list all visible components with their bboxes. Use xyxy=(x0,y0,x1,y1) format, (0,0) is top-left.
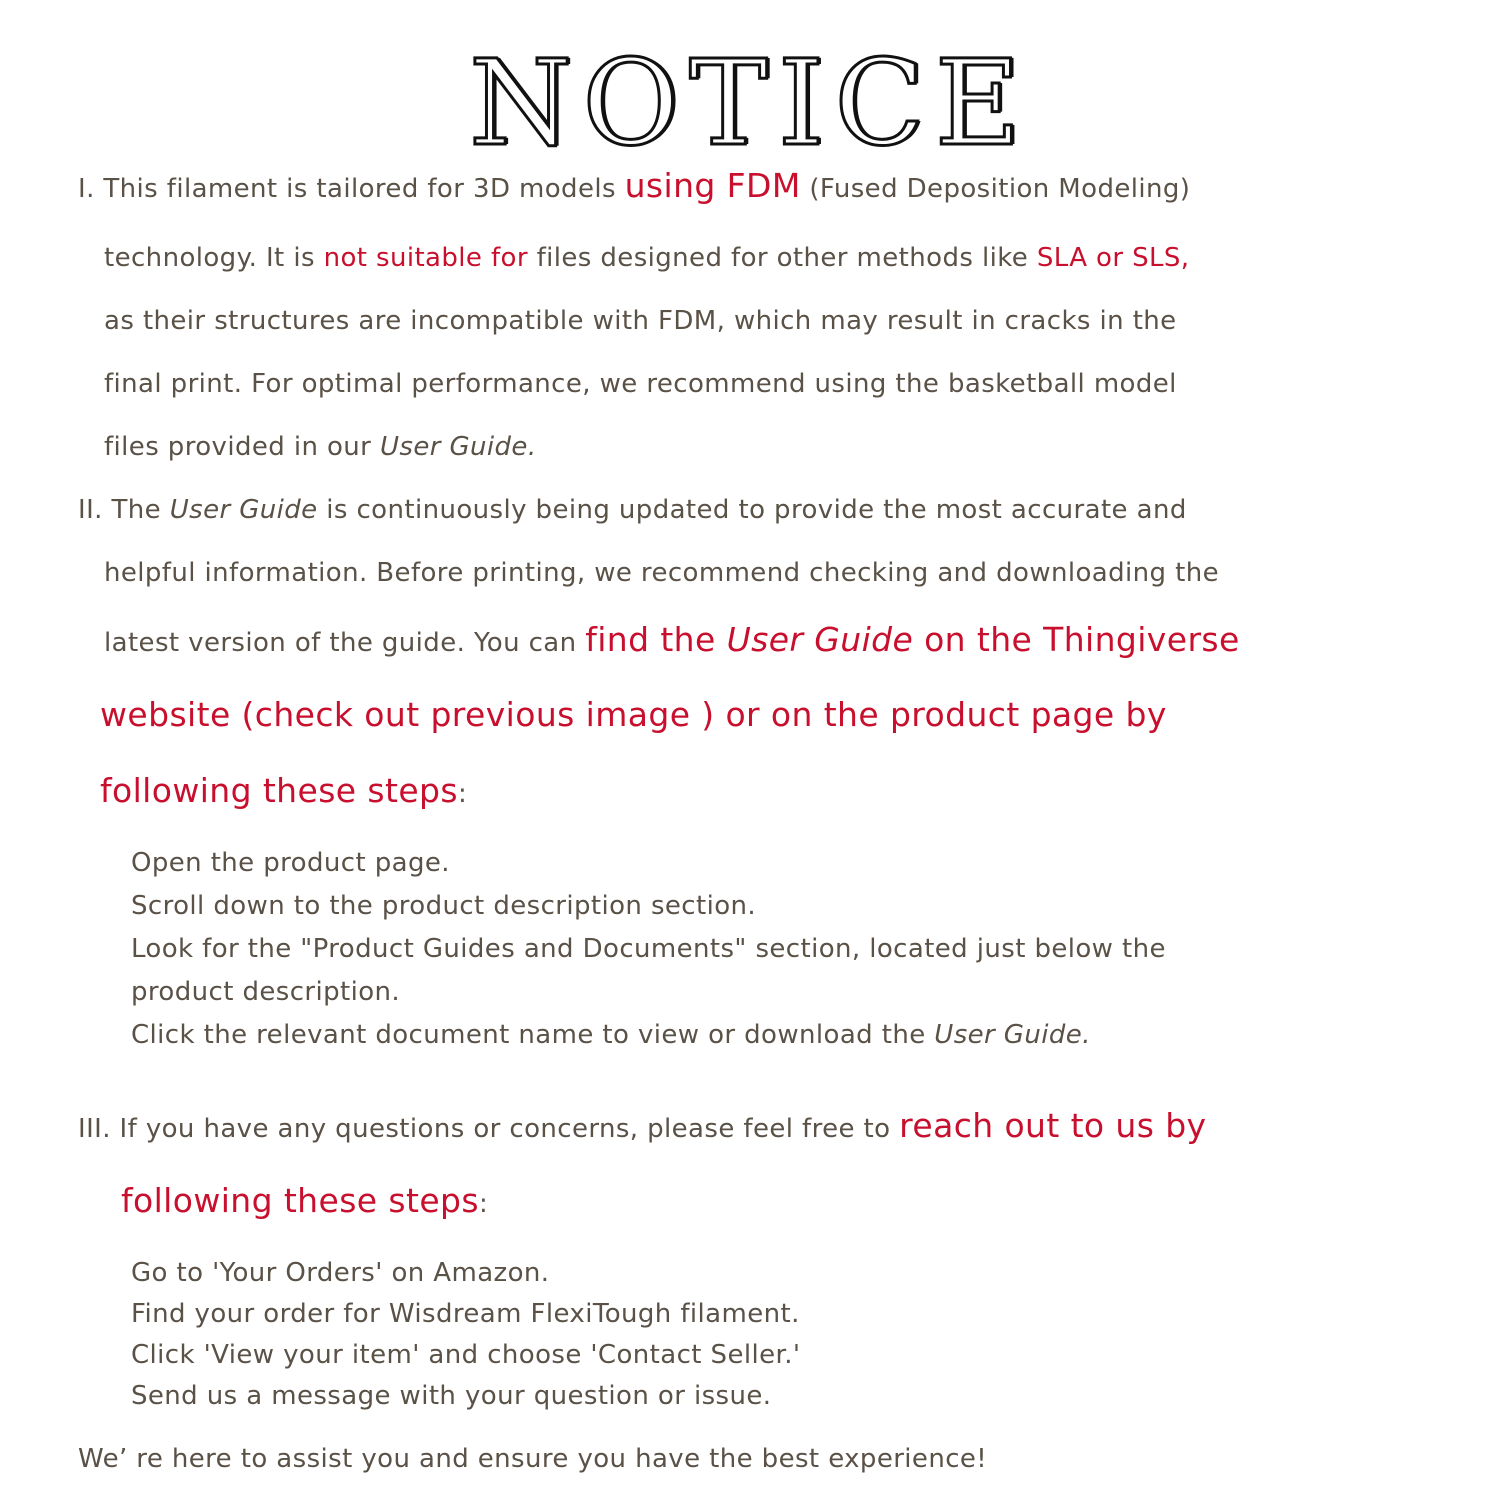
section-2-line-4: website (check out previous image ) or on the product page by xyxy=(100,695,1167,734)
highlight-find: find the xyxy=(585,620,727,659)
section-1-line-1 xyxy=(78,168,1190,207)
page-title: NOTICE xyxy=(469,34,1031,172)
text: I. This filament is tailored for 3D models xyxy=(78,174,625,204)
text: II. The xyxy=(78,495,170,525)
step-item: Look for the "Product Guides and Documents" section, located just below the xyxy=(131,934,1166,964)
step-item: Send us a message with your question or issue. xyxy=(131,1381,772,1411)
user-guide-ref: User Guide. xyxy=(379,432,537,462)
section-3-line-1 xyxy=(78,1108,1206,1147)
step-item: Go to 'Your Orders' on Amazon. xyxy=(131,1258,550,1288)
section-2-line-3 xyxy=(104,622,1240,661)
user-guide-ref: User Guide xyxy=(169,495,318,525)
text: (Fused Deposition Modeling) xyxy=(800,174,1191,204)
step-item: product description. xyxy=(131,977,401,1007)
user-guide-ref: User Guide. xyxy=(934,1020,1091,1050)
section-2-line-2: helpful information. Before printing, we recommend checking and downloading the xyxy=(104,558,1219,588)
highlight-following-steps: following these steps xyxy=(100,771,458,810)
step-item: Find your order for Wisdream FlexiTough filament. xyxy=(131,1299,800,1329)
step-item: Scroll down to the product description section. xyxy=(131,891,757,921)
highlight-user-guide: User Guide xyxy=(726,620,914,659)
step-item xyxy=(131,1017,1091,1053)
section-1-line-2 xyxy=(104,240,1189,276)
text: files provided in our xyxy=(104,432,380,462)
section-1-line-5 xyxy=(104,429,536,465)
section-2-line-1 xyxy=(78,492,1187,528)
highlight-sla-sls: SLA or SLS, xyxy=(1036,243,1190,273)
section-3-line-2 xyxy=(121,1183,488,1222)
section-1-line-3: as their structures are incompatible with FDM, which may result in cracks in the xyxy=(104,306,1177,336)
highlight-thingiverse: on the Thingiverse xyxy=(913,620,1240,659)
text: latest version of the guide. You can xyxy=(104,628,586,658)
section-2-line-5 xyxy=(100,773,467,812)
text: is continuously being updated to provide the most accurate and xyxy=(317,495,1187,525)
text: Click the relevant document name to view or download the xyxy=(131,1020,935,1050)
text: technology. It is xyxy=(104,243,324,273)
step-item: Click 'View your item' and choose 'Contact Seller.' xyxy=(131,1340,801,1370)
highlight-fdm: using FDM xyxy=(624,166,801,205)
text: files designed for other methods like xyxy=(527,243,1037,273)
highlight-following-steps: following these steps xyxy=(121,1181,479,1220)
closing-line: We’ re here to assist you and ensure you have the best experience! xyxy=(78,1444,988,1474)
text: III. If you have any questions or concerns, please feel free to xyxy=(78,1114,900,1144)
highlight-not-suitable: not suitable for xyxy=(323,243,528,273)
text: : xyxy=(478,1189,489,1219)
highlight-reach-out: reach out to us by xyxy=(899,1106,1207,1145)
text: : xyxy=(457,779,468,809)
section-1-line-4: final print. For optimal performance, we recommend using the basketball model xyxy=(104,369,1177,399)
step-item: Open the product page. xyxy=(131,848,450,878)
